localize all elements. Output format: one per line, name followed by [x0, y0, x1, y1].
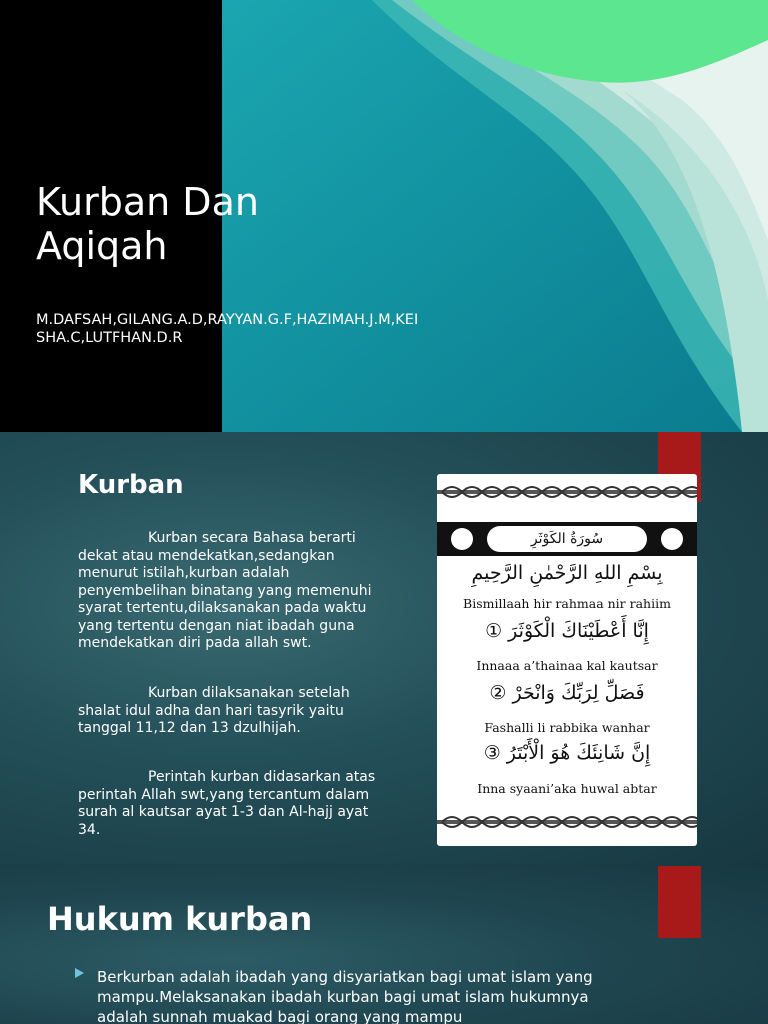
- authors-line-2: SHA.C,LUTFHAN.D.R: [36, 330, 183, 346]
- ayah-2-latin: Fashalli li rabbika wanhar: [484, 720, 650, 735]
- ayah-3-latin: Inna syaani’aka huwal abtar: [477, 781, 657, 796]
- hukum-kurban-slide: [0, 864, 768, 1024]
- triangle-bullet-icon: [75, 968, 84, 978]
- ayah-1-arabic: إِنَّا أَعْطَيْنَاكَ الْكَوْثَرَ ①: [485, 620, 649, 642]
- surah-name: سُورَةُ الكَوْثَرِ: [487, 526, 647, 552]
- paragraph-definition-text: Kurban secara Bahasa berarti dekat atau mendekatkan,sedangkan menurut istilah,kurban adalah penyembelihan binatang yang memenuhi syarat tertentu,dilaksanakan pada waktu yang tertentu dengan niat ibadah guna mendekatkan diri pada allah swt.: [78, 530, 372, 651]
- slide-heading: Hukum kurban: [47, 900, 313, 938]
- paragraph-timing-text: Kurban dilaksanakan setelah shalat idul adha dan hari tasyrik yaitu tanggal 11,12 dan 13 dzulhijah.: [78, 685, 350, 736]
- ayah-3-arabic: إِنَّ شَانِئَكَ هُوَ الْأَبْتَرُ ③: [483, 742, 651, 764]
- basmala-arabic: بِسْمِ اللهِ الرَّحْمٰنِ الرَّحِيمِ: [471, 562, 663, 584]
- surah-al-kautsar-image: [437, 474, 697, 846]
- ayah-1-latin: Innaaa a’thainaa kal kautsar: [476, 658, 658, 673]
- title-line-2: Aqiqah: [36, 224, 168, 268]
- paragraph-timing: [78, 685, 390, 738]
- slide-heading: Kurban: [78, 470, 184, 500]
- title-line-1: Kurban Dan: [36, 180, 259, 224]
- bullet-text: Berkurban adalah ibadah yang disyariatkan bagi umat islam yang mampu.Melaksanakan ibadah kurban bagi umat islam hukumnya adalah sunnah muakad bagi orang yang mampu: [97, 968, 593, 1024]
- author-names: [36, 311, 466, 347]
- presentation-title: [36, 180, 456, 268]
- ornament-border-top: [437, 480, 697, 504]
- authors-line-1: M.DAFSAH,GILANG.A.D,RAYYAN.G.F,HAZIMAH.J.M,KEI: [36, 312, 419, 328]
- surah-title-band: [437, 522, 697, 556]
- title-slide: [0, 0, 768, 432]
- paragraph-basis-text: Perintah kurban didasarkan atas perintah Allah swt,yang tercantum dalam surah al kautsar ayat 1-3 dan Al-hajj ayat 34.: [78, 769, 376, 838]
- basmala-latin: Bismillaah hir rahmaa nir rahiim: [463, 596, 671, 611]
- ornament-border-bottom: [437, 810, 697, 834]
- paragraph-basis: [78, 769, 390, 839]
- ornament-dot-left: [451, 528, 473, 550]
- red-accent-bar: [658, 866, 701, 938]
- kurban-slide: [0, 432, 768, 864]
- ornament-dot-right: [661, 528, 683, 550]
- paragraph-definition: [78, 530, 390, 653]
- ayah-2-arabic: فَصَلِّ لِرَبِّكَ وَانْحَرْ ②: [489, 682, 645, 704]
